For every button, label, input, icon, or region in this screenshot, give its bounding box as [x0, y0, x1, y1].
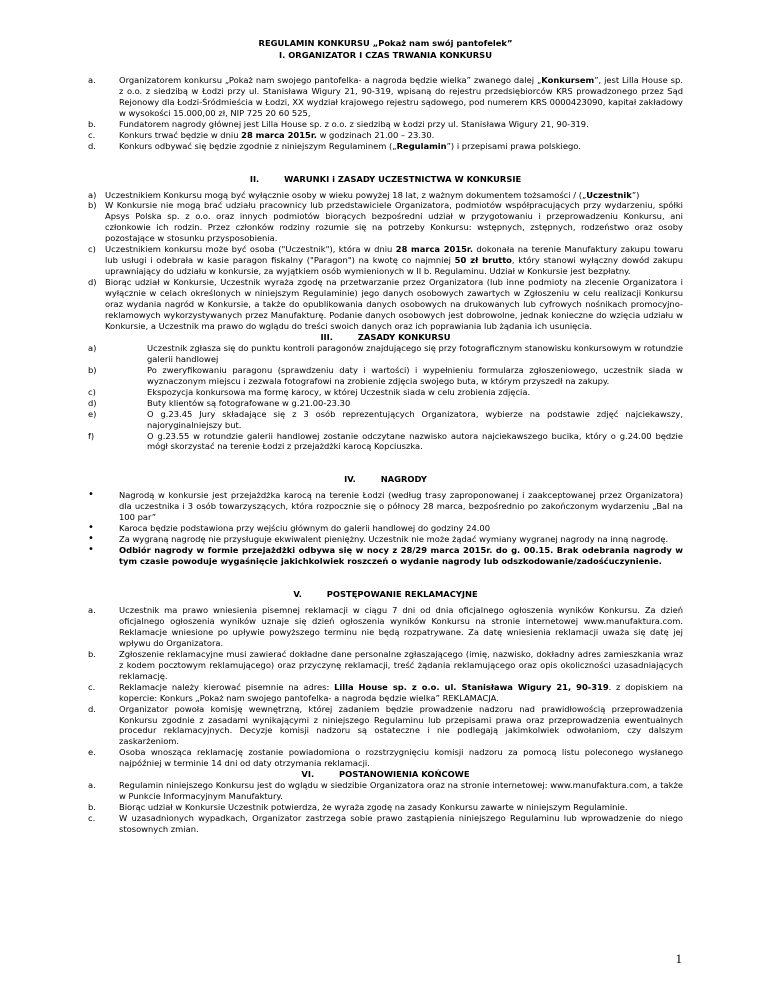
- list-marker: b.: [88, 648, 96, 659]
- section-4-list: [88, 490, 683, 567]
- item-text: Karoca będzie podstawiona przy wejściu głównym do galerii handlowej do godziny 24.00: [119, 523, 491, 534]
- list-item: [88, 244, 683, 277]
- item-text: Fundatorem nagrody głównej jest Lilla House sp. z o.o. z siedzibą w Łodzi przy ul. Stanisława Wigury 21, 90-319.: [119, 118, 589, 129]
- list-marker: e.: [88, 747, 96, 758]
- list-marker: c.: [88, 813, 96, 824]
- section-6-heading: [88, 769, 683, 780]
- section-2-number: II.: [249, 173, 260, 184]
- list-marker: a.: [88, 604, 96, 615]
- list-item: [88, 813, 683, 835]
- section-5-title: POSTĘPOWANIE REKLAMACYJNE: [326, 589, 478, 600]
- document-page: [88, 38, 683, 835]
- list-marker: •: [88, 544, 94, 556]
- section-5-heading: [88, 589, 683, 600]
- section-4-number: IV.: [344, 474, 356, 485]
- list-item: [88, 200, 683, 244]
- item-text: Konkurs trwać będzie w dniu: [119, 129, 242, 140]
- list-item: [88, 490, 683, 523]
- item-text: Organizator powoła komisję wewnętrzną, której zadaniem będzie prowadzenie nadzoru nad prawidłowością przeprowadzenia Konkursu zgodnie z zasadami wynikającymi z niniejszego Regulaminu lub przepisami prawa oraz przeprowadzenia ewentualnych procedur reklamacyjnych. Decyzje komisji nadzoru są ostateczne i nie podlegają jakimkolwiek odwołaniom, czy dalszym zaskarżeniom.: [119, 703, 683, 747]
- list-item: [88, 682, 683, 704]
- item-text: , który stanowi wyłączny dowód zakupu uprawniający do udziału w konkursie, za wyjątkiem osób wymienionych w II b. Regulaminu. Udział w Konkursie jest bezpłatny.: [105, 255, 684, 277]
- list-marker: f): [88, 430, 95, 441]
- list-item: [88, 545, 683, 567]
- item-text: W Konkursie nie mogą brać udziału pracownicy lub przedstawiciele Organizatora, podmiotów współpracujących przy wydarzeniu, spółki Apsys Polska sp. z o.o. oraz innych podmiotów biorących bezpośredni udział w przygotowaniu i przeprowadzeniu Konkursu, ani członkowie ich rodzin. Przez członków rodziny rozumie się na potrzeby Konkursu: wstępnych, zstępnych, rodzeństwo oraz osoby pozostające w stosunku przysposobienia.: [105, 200, 683, 244]
- item-text: Konkurs odbywać się będzie zgodnie z niniejszym Regulaminem („: [119, 140, 397, 151]
- item-text: Biorąc udział w Konkursie Uczestnik potwierdza, że wyraża zgodę na zasady Konkursu zawarte w niniejszym Regulaminie.: [119, 802, 628, 813]
- item-text: ”) i przepisami prawa polskiego.: [446, 140, 581, 151]
- item-text: O g.23.55 w rotundzie galerii handlowej zostanie odczytane nazwisko autora najciekawszego bucika, który o g.24.00 będzie mógł skorzystać na terenie Łodzi z przejażdżki karocą Kopciuszka.: [147, 430, 683, 452]
- list-marker: b.: [88, 802, 96, 813]
- list-marker: e): [88, 408, 97, 419]
- section-6-title: POSTANOWIENIA KOŃCOWE: [339, 769, 470, 780]
- section-5-number: V.: [293, 589, 302, 600]
- item-text: Ekspozycja konkursowa ma formę karocy, w której Uczestnik siada w celu zrobienia zdjęcia.: [147, 386, 531, 397]
- list-item: [88, 747, 683, 769]
- section-2-title: WARUNKI i ZASADY UCZESTNICTWA W KONKURSIE: [284, 173, 522, 184]
- list-marker: a.: [88, 780, 96, 791]
- emphasis-text: Uczestnik: [586, 189, 632, 200]
- list-item: [88, 365, 683, 387]
- list-marker: a): [88, 342, 97, 353]
- item-text: O g.23.45 Jury składające się z 3 osób reprezentujących Organizatora, wybierze na podstawie zdjęć najciekawszy, najoryginalniejszy but.: [147, 408, 683, 430]
- list-marker: d): [88, 397, 97, 408]
- section-6-list: [88, 780, 683, 835]
- list-marker: c.: [88, 681, 96, 692]
- section-3-list: [88, 343, 683, 453]
- list-item: [88, 141, 683, 152]
- list-item: [88, 431, 683, 453]
- list-marker: •: [88, 522, 94, 534]
- title-line-1: REGULAMIN KONKURSU „Pokaż nam swój pantofelek”: [258, 38, 513, 48]
- list-item: [88, 387, 683, 398]
- item-text: Organizatorem konkursu „Pokaż nam swojego pantofelka- a nagroda będzie wielka” zwanego dalej „: [119, 74, 542, 85]
- list-marker: c.: [88, 129, 96, 140]
- item-text: Zgłoszenie reklamacyjne musi zawierać dokładne dane personalne zgłaszającego (imię, nazwisko, dokładny adres zamieszkania wraz z kodem pocztowym reklamującego) oraz przyczynę reklamacji, treść żądania reklamującego oraz opis okoliczności uzasadniających reklamację.: [119, 648, 683, 681]
- list-item: [88, 343, 683, 365]
- list-marker: a.: [88, 74, 96, 85]
- list-item: [88, 130, 683, 141]
- section-1-list: [88, 75, 683, 152]
- section-3-heading: [88, 332, 683, 343]
- section-2-heading: [88, 174, 683, 185]
- list-marker: d.: [88, 703, 96, 714]
- item-text: Regulamin niniejszego Konkursu jest do wglądu w siedzibie Organizatora oraz na stronie internetowej: www.manufaktura.com, a także w Punkcie Informacyjnym Manufaktury.: [119, 780, 683, 802]
- item-text: Buty klientów są fotografowane w g.21.00-23.30: [147, 397, 351, 408]
- list-item: [88, 534, 683, 545]
- list-item: [88, 780, 683, 802]
- list-item: [88, 802, 683, 813]
- emphasis-text: 28 marca 2015r.: [395, 244, 474, 255]
- item-text: Po zweryfikowaniu paragonu (sprawdzeniu daty i wartości) i wypełnieniu formularza zgłoszeniowego, uczestnik siada w wyznaczonym miejscu i zezwala fotografowi na zrobienie zdjęcia swojego buta, w którym przyszedł na zakupy.: [147, 364, 683, 386]
- emphasis-text: Lilla House sp. z o.o. ul. Stanisława Wigury 21, 90-319: [334, 681, 609, 692]
- item-text: Osoba wnosząca reklamację zostanie powiadomiona o rozstrzygnięciu komisji nadzoru za pomocą listu poleconego wysłanego najpóźniej w terminie 14 dni od daty otrzymania reklamacji.: [119, 747, 683, 769]
- section-1-number: I.: [279, 49, 286, 60]
- section-5-list: [88, 605, 683, 769]
- list-marker: d.: [88, 140, 96, 151]
- emphasis-text: Regulamin: [396, 140, 447, 151]
- list-item: [88, 75, 683, 119]
- list-item: [88, 649, 683, 682]
- section-1-heading: [168, 50, 603, 61]
- list-item: [88, 409, 683, 431]
- item-text: Uczestnikiem Konkursu mogą być wyłącznie osoby w wieku powyżej 18 lat, z ważnym dokumentem tożsamości / („: [105, 189, 587, 200]
- section-4-heading: [88, 474, 683, 485]
- section-6-number: VI.: [301, 769, 315, 780]
- section-2-list: [88, 190, 683, 332]
- item-text: Biorąc udział w Konkursie, Uczestnik wyraża zgodę na przetwarzanie przez Organizatora (lub inne podmioty na zlecenie Organizatora i wyłącznie w celach określonych w niniejszym Regulaminie) jego danych osobowych zawartych w Zgłoszeniu w celu realizacji Konkursu oraz wydania nagród w Konkursie, a także do opublikowania danych osobowych na drukowanych lub cyfrowych nośnikach promocyjno-reklamowych wykorzystywanych przez Manufakturę. Podanie danych osobowych jest dobrowolne, jednak konieczne do wzięcia udziału w Konkursie, a Uczestnik ma prawo do wglądu do treści swoich danych oraz ich poprawiania lub żądania ich usunięcia.: [105, 277, 683, 331]
- list-marker: •: [88, 489, 94, 501]
- emphasis-text: Odbiór nagrody w formie przejażdżki odbywa się w nocy z 28/29 marca 2015r. do g. 00.15. Brak odebrania nagrody w tym czasie powoduje wygaśnięcie jakichkolwiek roszczeń o wydanie nagrody lub odszkodowanie/zadośćuczynienie.: [119, 545, 683, 567]
- list-item: [88, 119, 683, 130]
- section-1-title: ORGANIZATOR I CZAS TRWANIA KONKURSU: [288, 49, 492, 60]
- item-text: ”): [631, 189, 640, 200]
- list-marker: d): [88, 277, 97, 288]
- list-item: [88, 605, 683, 649]
- list-item: [88, 704, 683, 748]
- item-text: . z dopiskiem na kopercie: Konkurs „Pokaż nam swojego pantofelka- a nagroda będzie wielka” REKLAMACJA.: [119, 681, 683, 703]
- list-marker: c): [88, 244, 96, 255]
- list-marker: b): [88, 364, 97, 375]
- section-3-number: III.: [320, 331, 333, 342]
- emphasis-text: Konkursem: [541, 74, 595, 85]
- list-marker: c): [88, 386, 96, 397]
- item-text: W uzasadnionych wypadkach, Organizator zastrzega sobie prawo zastąpienia niniejszego Regulaminu lub wprowadzenie do niego stosownych zmian.: [119, 813, 683, 835]
- item-text: Uczestnik ma prawo wniesienia pisemnej reklamacji w ciągu 7 dni od dnia oficjalnego ogłoszenia wyników Konkursu. Za dzień oficjalnego ogłoszenia wyników uznaje się dzień ogłoszenia wyników Konkursu na stronie internetowej www.manufaktura.com. Reklamacje wniesione po upływie powyższego terminu nie będą rozpatrywane. Za datę wniesienia reklamacji uważa się datę jej wpływu do Organizatora.: [119, 604, 683, 648]
- item-text: Reklamacje należy kierować pisemnie na adres:: [119, 681, 335, 692]
- list-item: [88, 190, 683, 201]
- item-text: dokonała na terenie Manufaktury zakupu towaru lub usługi i odebrała w kasie paragon fiskalny ("Paragon") na kwotę co najmniej: [105, 244, 683, 266]
- document-title: [168, 38, 603, 61]
- section-4-title: NAGRODY: [380, 474, 427, 485]
- list-item: [88, 277, 683, 332]
- emphasis-text: 50 zł brutto: [454, 255, 512, 266]
- list-marker: b.: [88, 118, 96, 129]
- emphasis-text: 28 marca 2015r.: [241, 129, 317, 140]
- page-number: 1: [675, 951, 682, 966]
- list-marker: •: [88, 533, 94, 545]
- item-text: Uczestnik zgłasza się do punktu kontroli paragonów znajdującego się przy fotograficznym stanowisku konkursowym w rotundzie galerii handlowej: [147, 342, 683, 364]
- list-item: [88, 398, 683, 409]
- list-marker: a): [88, 189, 97, 200]
- section-3-title: ZASADY KONKURSU: [357, 331, 451, 342]
- item-text: Uczestnikiem konkursu może być osoba ("Uczestnik"), która w dniu: [105, 244, 396, 255]
- item-text: Za wygraną nagrodę nie przysługuje ekwiwalent pieniężny. Uczestnik nie może żądać wymiany wygranej nagrody na inną nagrodę.: [119, 534, 669, 545]
- item-text: ”, jest Lilla House sp. z o.o. z siedzibą w Łodzi przy ul. Stanisława Wigury 21, 90-319, wpisaną do rejestru przedsiębiorców KRS prowadzonego przez Sąd Rejonowy dla Łodzi-Śródmieścia w Łodzi, XX wydział krajowego rejestru sądowego, pod numerem KRS 0000423090, kapitał zakładowy w wysokości 15.000,00 zł, NIP 725 20 60 525,: [119, 74, 683, 118]
- item-text: Nagrodą w konkursie jest przejażdżka karocą na terenie Łodzi (według trasy zaproponowanej i zaakceptowanej przez Organizatora) dla uczestnika i 3 osób towarzyszących, która rozpocznie się o północy 28 marca, bezpośrednio po zakończonym wydarzeniu „Bal na 100 par”: [119, 490, 683, 523]
- item-text: w godzinach 21.00 – 23.30.: [316, 129, 435, 140]
- list-item: [88, 523, 683, 534]
- list-marker: b): [88, 200, 97, 211]
